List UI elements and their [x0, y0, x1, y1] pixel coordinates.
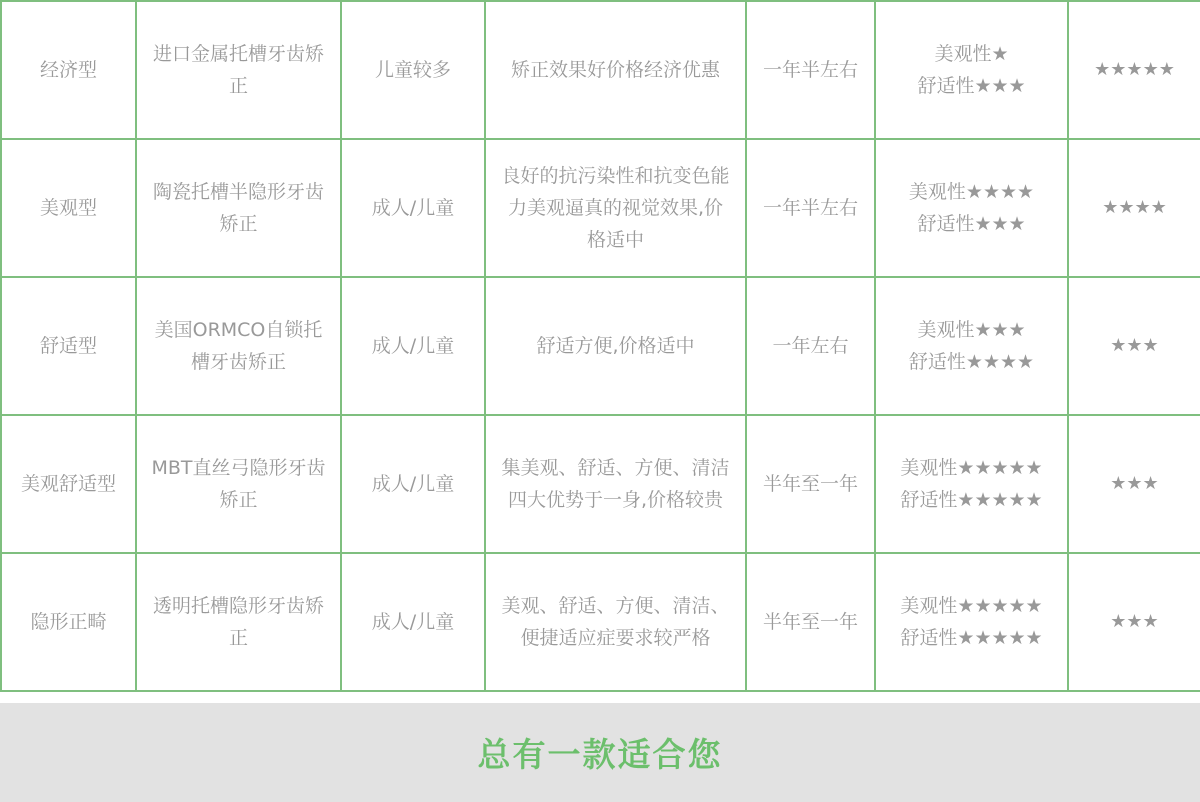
table-row: [1, 1, 1200, 139]
table-row: [1, 415, 1200, 553]
duration-cell: 一年左右: [746, 277, 875, 415]
overall-stars-cell: ★★★: [1068, 277, 1200, 415]
ratings-cell: [875, 1, 1068, 139]
appearance-rating: 美观性★: [934, 43, 1009, 65]
audience-cell: 成人/儿童: [341, 415, 485, 553]
type-cell: 美观型: [1, 139, 136, 277]
method-cell: 美国ORMCO自锁托槽牙齿矫正: [136, 277, 341, 415]
audience-cell: 成人/儿童: [341, 277, 485, 415]
appearance-rating: 美观性★★★★: [908, 181, 1035, 203]
comfort-rating: 舒适性★★★★: [908, 351, 1035, 373]
feature-cell: 美观、舒适、方便、清洁、便捷适应症要求较严格: [485, 553, 746, 691]
method-cell: MBT直丝弓隐形牙齿矫正: [136, 415, 341, 553]
footer-banner: [0, 703, 1200, 802]
audience-cell: 儿童较多: [341, 1, 485, 139]
overall-stars-cell: ★★★: [1068, 415, 1200, 553]
footer-slogan: 总有一款适合您: [477, 735, 723, 774]
appearance-rating: 美观性★★★★★: [900, 595, 1043, 617]
appearance-rating: 美观性★★★: [917, 319, 1026, 341]
table-row: [1, 553, 1200, 691]
type-cell: 美观舒适型: [1, 415, 136, 553]
ratings-cell: [875, 277, 1068, 415]
feature-cell: 矫正效果好价格经济优惠: [485, 1, 746, 139]
overall-stars-cell: ★★★: [1068, 553, 1200, 691]
ratings-cell: [875, 415, 1068, 553]
feature-cell: 舒适方便,价格适中: [485, 277, 746, 415]
audience-cell: 成人/儿童: [341, 553, 485, 691]
ratings-cell: [875, 139, 1068, 277]
comfort-rating: 舒适性★★★★★: [900, 489, 1043, 511]
duration-cell: 一年半左右: [746, 1, 875, 139]
overall-stars-cell: ★★★★★: [1068, 1, 1200, 139]
feature-cell: 良好的抗污染性和抗变色能力美观逼真的视觉效果,价格适中: [485, 139, 746, 277]
appearance-rating: 美观性★★★★★: [900, 457, 1043, 479]
table-row: [1, 139, 1200, 277]
duration-cell: 半年至一年: [746, 553, 875, 691]
type-cell: 舒适型: [1, 277, 136, 415]
method-cell: 陶瓷托槽半隐形牙齿矫正: [136, 139, 341, 277]
comfort-rating: 舒适性★★★★★: [900, 627, 1043, 649]
method-cell: 进口金属托槽牙齿矫正: [136, 1, 341, 139]
comfort-rating: 舒适性★★★: [917, 75, 1026, 97]
method-cell: 透明托槽隐形牙齿矫正: [136, 553, 341, 691]
duration-cell: 半年至一年: [746, 415, 875, 553]
type-cell: 隐形正畸: [1, 553, 136, 691]
type-cell: 经济型: [1, 1, 136, 139]
audience-cell: 成人/儿童: [341, 139, 485, 277]
comfort-rating: 舒适性★★★: [917, 213, 1026, 235]
ratings-cell: [875, 553, 1068, 691]
overall-stars-cell: ★★★★: [1068, 139, 1200, 277]
feature-cell: 集美观、舒适、方便、清洁四大优势于一身,价格较贵: [485, 415, 746, 553]
table-row: [1, 277, 1200, 415]
duration-cell: 一年半左右: [746, 139, 875, 277]
